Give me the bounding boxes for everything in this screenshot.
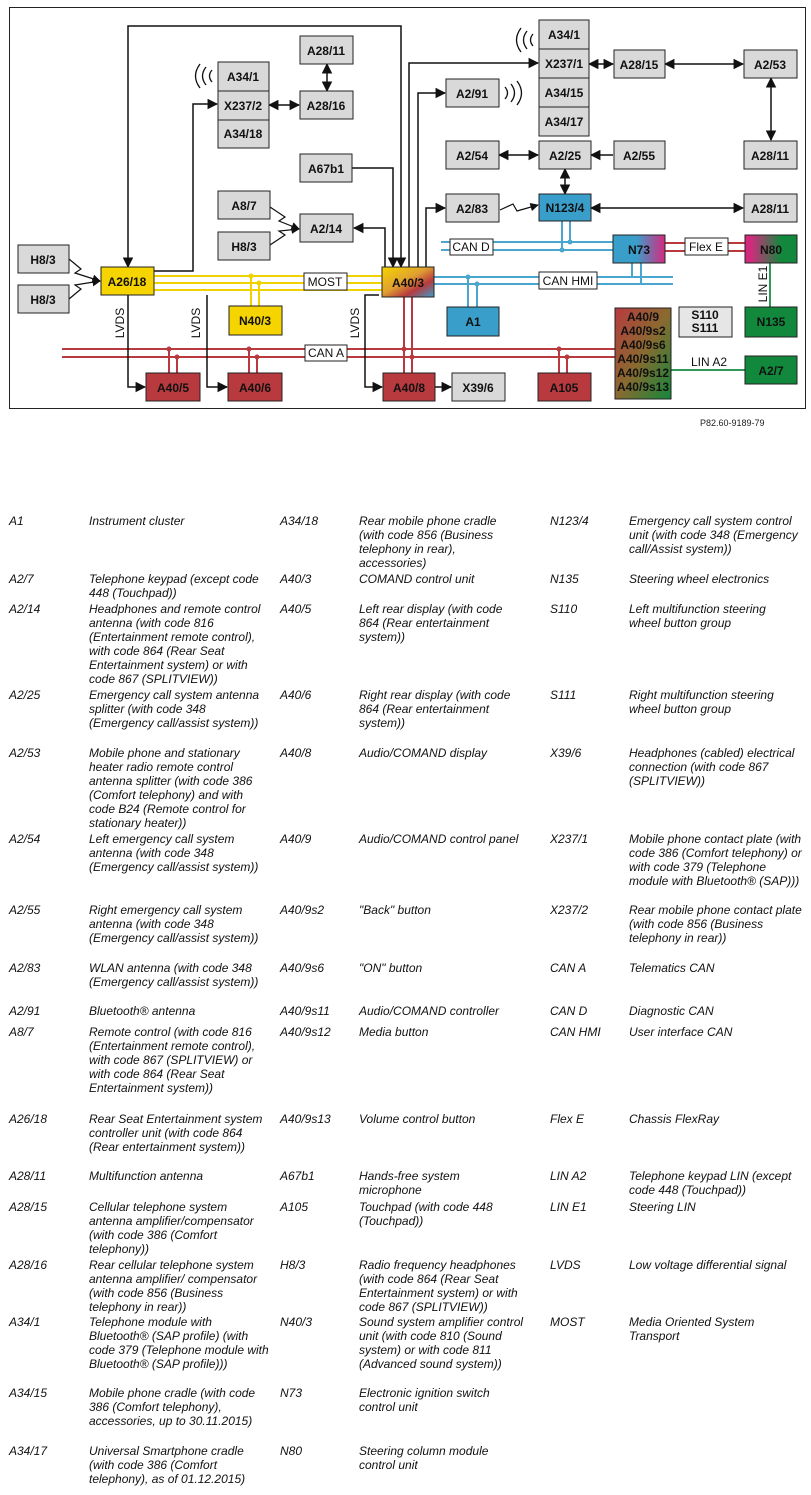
label-a2-7: A2/7 — [758, 364, 784, 378]
label-a40-3: A40/3 — [391, 276, 425, 290]
legend-desc: COMAND control unit — [359, 572, 475, 586]
flex-e-label: Flex E — [688, 240, 724, 254]
legend-desc: Steering column module control unit — [359, 1444, 489, 1472]
legend-code: X237/1 — [550, 832, 589, 846]
label-a28-11-right1: A28/11 — [750, 149, 790, 163]
legend-code: LVDS — [550, 1258, 581, 1272]
legend-desc: Left multifunction steering wheel button group — [629, 602, 766, 630]
legend-code: A34/1 — [9, 1315, 41, 1329]
label-a2-14: A2/14 — [309, 222, 343, 236]
legend-code: A26/18 — [9, 1112, 48, 1126]
legend-desc: Rear cellular telephone system antenna amplifier/ compensator (with code 856 (Business telephony in rear)) — [89, 1258, 258, 1314]
legend-code: A40/6 — [280, 688, 312, 702]
label-a2-83: A2/83 — [455, 202, 489, 216]
legend-desc: Cellular telephone system antenna amplifier/compensator (with code 386 (Comfort telephony)) — [89, 1200, 254, 1256]
legend-desc: Rear Seat Entertainment system controller unit (with code 864 (Rear entertainment system)) — [89, 1112, 263, 1154]
legend-code: A40/8 — [280, 746, 312, 760]
legend-code: X39/6 — [550, 746, 582, 760]
legend-desc: Right multifunction steering wheel button group — [629, 688, 774, 716]
label-a40-9: A40/9 — [626, 310, 660, 324]
legend-desc: Volume control button — [359, 1112, 476, 1126]
legend-desc: Emergency call system control unit (with code 348 (Emergency call/Assist system)) — [629, 514, 798, 556]
label-a40-9s6: A40/9s6 — [620, 338, 666, 352]
legend-code: A2/14 — [9, 602, 41, 616]
legend-desc: Hands-free system microphone — [359, 1169, 460, 1197]
legend-desc: Telephone keypad (except code 448 (Touchpad)) — [89, 572, 259, 600]
label-a28-15: A28/15 — [619, 58, 659, 72]
legend-desc: User interface CAN — [629, 1025, 733, 1039]
legend-code: A40/9s12 — [280, 1025, 331, 1039]
figure-reference: P82.60-9189-79 — [700, 418, 765, 428]
label-a2-55: A2/55 — [622, 149, 656, 163]
label-a40-9s12: A40/9s12 — [616, 366, 670, 380]
legend-code: CAN D — [550, 1004, 588, 1018]
legend-desc: WLAN antenna (with code 348 (Emergency call/assist system)) — [89, 961, 259, 989]
legend-code: S111 — [550, 688, 577, 702]
legend-desc: Electronic ignition switch control unit — [359, 1386, 490, 1414]
label-a40-9s2: A40/9s2 — [620, 324, 666, 338]
label-a26-18: A26/18 — [107, 275, 147, 289]
legend-desc: Audio/COMAND controller — [359, 1004, 500, 1018]
legend-code: X237/2 — [550, 903, 589, 917]
legend-code: N123/4 — [550, 514, 589, 528]
legend-desc: Audio/COMAND display — [359, 746, 488, 760]
legend-code: A8/7 — [9, 1025, 34, 1039]
legend-code: LIN E1 — [550, 1200, 587, 1214]
legend-desc: Touchpad (with code 448 (Touchpad)) — [359, 1200, 493, 1228]
legend-desc: Telematics CAN — [629, 961, 715, 975]
legend-desc: Sound system amplifier control unit (with code 810 (Sound system) or with code 811 (Advanced sound system)) — [359, 1315, 524, 1371]
can-hmi-label: CAN HMI — [542, 274, 594, 288]
legend-code: A105 — [280, 1200, 309, 1214]
legend-code: A2/25 — [9, 688, 41, 702]
legend-desc: Diagnostic CAN — [629, 1004, 714, 1018]
legend-code: A2/83 — [9, 961, 41, 975]
legend-code: N80 — [280, 1444, 303, 1458]
label-n123-4: N123/4 — [545, 201, 585, 215]
legend-desc: Left emergency call system antenna (with code 348 (Emergency call/assist system)) — [89, 832, 259, 874]
legend-desc: Headphones (cabled) electrical connection (with code 867 (SPLITVIEW)) — [629, 746, 795, 788]
label-a34-15: A34/15 — [544, 86, 584, 100]
legend-code: A34/15 — [9, 1386, 48, 1400]
label-a28-11-top: A28/11 — [306, 44, 346, 58]
label-a105: A105 — [549, 381, 579, 395]
legend-desc: Media button — [359, 1025, 429, 1039]
legend-desc: Mobile phone contact plate (with code 386 (Comfort telephony) or with code 379 (Telephone module with Bluetooth® (SAP))) — [629, 832, 802, 888]
label-a34-1-top: A34/1 — [547, 28, 581, 42]
label-h8-3-left1: H8/3 — [30, 253, 56, 267]
label-x39-6: X39/6 — [462, 381, 494, 395]
label-a2-54: A2/54 — [455, 149, 489, 163]
legend-desc: Multifunction antenna — [89, 1169, 204, 1183]
legend-code: A2/54 — [9, 832, 41, 846]
lvds-label-2: LVDS — [189, 307, 203, 339]
legend-desc: "ON" button — [359, 961, 423, 975]
lvds-label-1: LVDS — [113, 307, 127, 339]
label-n135: N135 — [756, 315, 786, 329]
can-a-label: CAN A — [307, 346, 345, 360]
label-n40-3: N40/3 — [238, 314, 272, 328]
legend-desc: Media Oriented System Transport — [629, 1315, 755, 1343]
label-a40-9s11: A40/9s11 — [617, 352, 669, 366]
legend-desc: Universal Smartphone cradle (with code 386 (Comfort telephony), as of 01.12.2015) — [89, 1444, 246, 1486]
legend-desc: Rear mobile phone contact plate (with code 856 (Business telephony in rear)) — [629, 903, 802, 945]
label-a40-6: A40/6 — [238, 381, 272, 395]
label-a2-53: A2/53 — [753, 58, 787, 72]
legend-code: A67b1 — [280, 1169, 315, 1183]
label-a40-8: A40/8 — [392, 381, 426, 395]
legend-code: A40/9s2 — [280, 903, 325, 917]
label-a67b1: A67b1 — [307, 162, 345, 176]
legend-code: N40/3 — [280, 1315, 313, 1329]
legend-code: N135 — [550, 572, 579, 586]
legend-code: A40/9 — [280, 832, 312, 846]
legend-desc: Chassis FlexRay — [629, 1112, 720, 1126]
legend-code: A40/9s6 — [280, 961, 325, 975]
label-a1: A1 — [465, 315, 481, 329]
label-a2-25: A2/25 — [548, 149, 582, 163]
legend-code: LIN A2 — [550, 1169, 587, 1183]
legend-desc: Right emergency call system antenna (with code 348 (Emergency call/assist system)) — [89, 903, 259, 945]
legend-code: CAN A — [550, 961, 587, 975]
can-d-label: CAN D — [452, 240, 490, 254]
label-h8-3-mid: H8/3 — [231, 240, 257, 254]
legend-code: A2/55 — [9, 903, 41, 917]
label-x237-2: X237/2 — [223, 99, 263, 113]
label-a40-9s13: A40/9s13 — [616, 380, 670, 394]
legend-code: Flex E — [550, 1112, 585, 1126]
legend-code: A28/16 — [9, 1258, 48, 1272]
legend-desc: Headphones and remote control antenna (with code 816 (Entertainment remote control), with code 864 (Rear Seat Entertainment system) or with code 867 (SPLITVIEW)) — [89, 602, 261, 686]
legend-desc: Emergency call system antenna splitter (with code 348 (Emergency call/assist system)) — [89, 688, 260, 730]
legend-desc: Remote control (with code 816 (Entertainment remote control), with code 867 (SPLITVIEW) or with code 864 (Rear Seat Entertainment system)) — [89, 1025, 256, 1095]
legend-desc: Telephone keypad LIN (except code 448 (Touchpad)) — [629, 1169, 792, 1197]
legend-code: A34/18 — [280, 514, 319, 528]
legend-desc: Steering wheel electronics — [629, 572, 770, 586]
lin-e1-label: LIN E1 — [756, 265, 770, 303]
label-a34-18: A34/18 — [223, 127, 263, 141]
legend-desc: Telephone module with Bluetooth® (SAP profile) (with code 379 (Telephone module with Bluetooth® (SAP profile))) — [89, 1315, 269, 1371]
label-a2-91: A2/91 — [455, 87, 489, 101]
legend-code: A34/17 — [9, 1444, 48, 1458]
label-a40-5: A40/5 — [156, 381, 190, 395]
legend-code: S110 — [550, 602, 578, 616]
legend-desc: Bluetooth® antenna — [89, 1004, 196, 1018]
legend-desc: Steering LIN — [629, 1200, 696, 1214]
label-a34-17: A34/17 — [544, 115, 584, 129]
legend-desc: Right rear display (with code 864 (Rear entertainment system)) — [359, 688, 511, 730]
legend-desc: Mobile phone and stationary heater radio remote control antenna splitter (with code 386 (Comfort telephony) and with code B24 (Remote control for stationary heater)) — [89, 746, 253, 830]
label-n80: N80 — [759, 243, 783, 257]
legend-desc: Mobile phone cradle (with code 386 (Comfort telephony), accessories, up to 30.11.2015) — [89, 1386, 256, 1428]
label-a28-16: A28/16 — [306, 99, 346, 113]
legend-code: A1 — [9, 514, 24, 528]
label-s111: S111 — [691, 321, 719, 335]
legend-code: A28/11 — [9, 1169, 47, 1183]
legend-code: A40/9s13 — [280, 1112, 331, 1126]
legend-desc: Low voltage differential signal — [629, 1258, 787, 1272]
legend-desc: Left rear display (with code 864 (Rear entertainment system)) — [359, 602, 503, 644]
legend-desc: "Back" button — [359, 903, 431, 917]
lin-a2-label: LIN A2 — [690, 355, 728, 369]
legend-code: N73 — [280, 1386, 303, 1400]
label-s110: S110 — [691, 308, 719, 322]
legend-code: MOST — [550, 1315, 585, 1329]
legend-desc: Rear mobile phone cradle (with code 856 (Business telephony in rear), accessories) — [359, 514, 497, 570]
legend-desc: Instrument cluster — [89, 514, 185, 528]
legend-code: A2/7 — [9, 572, 34, 586]
legend-code: A40/9s11 — [280, 1004, 330, 1018]
legend-code: A40/5 — [280, 602, 312, 616]
legend-code: A28/15 — [9, 1200, 48, 1214]
label-a34-1-mid: A34/1 — [226, 70, 260, 84]
legend-code: H8/3 — [280, 1258, 306, 1272]
label-n73: N73 — [627, 243, 651, 257]
label-a8-7: A8/7 — [231, 199, 257, 213]
legend-code: A40/3 — [280, 572, 312, 586]
label-a28-11-right2: A28/11 — [750, 202, 790, 216]
label-x237-1: X237/1 — [544, 57, 584, 71]
legend-code: A2/91 — [9, 1004, 41, 1018]
legend-code: A2/53 — [9, 746, 41, 760]
label-h8-3-left2: H8/3 — [30, 293, 56, 307]
most-label: MOST — [307, 275, 343, 289]
legend-desc: Radio frequency headphones (with code 864 (Rear Seat Entertainment system) or with code 867 (SPLITVIEW)) — [359, 1258, 518, 1314]
legend-desc: Audio/COMAND control panel — [359, 832, 519, 846]
lvds-label-3: LVDS — [348, 307, 362, 339]
legend-code: CAN HMI — [550, 1025, 601, 1039]
